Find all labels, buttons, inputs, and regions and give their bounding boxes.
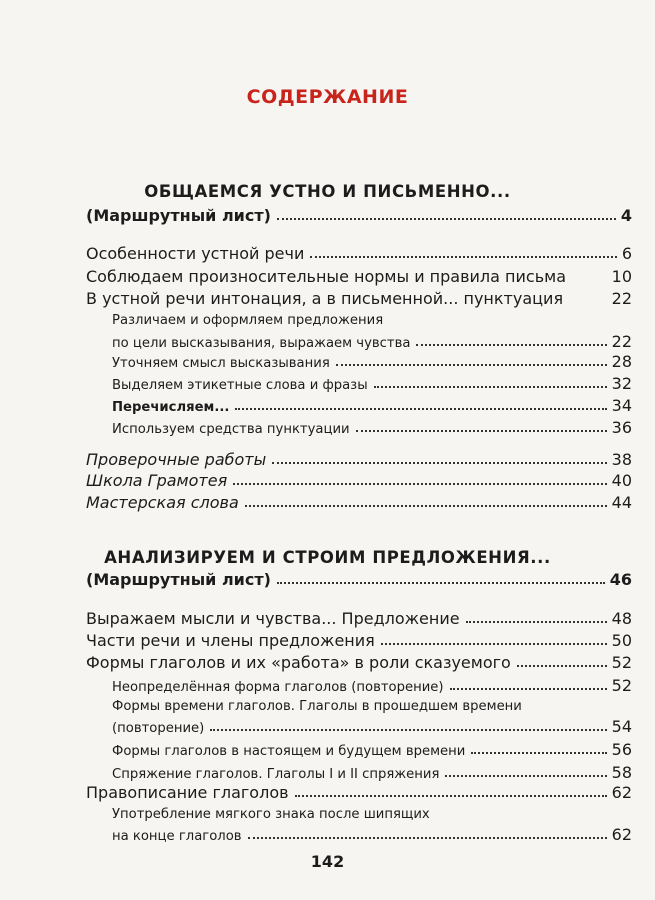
toc-page: 52 (611, 653, 632, 672)
dot-leader (381, 643, 607, 645)
toc-label: Формы глаголов и их «работа» в роли сказуемого (86, 653, 511, 672)
toc-page: 52 (611, 676, 632, 695)
toc-subentry (112, 717, 632, 736)
toc-page: 36 (611, 418, 632, 437)
toc-page: 4 (620, 206, 632, 225)
section-heading: ОБЩАЕМСЯ УСТНО И ПИСЬМЕННО... (144, 182, 511, 201)
toc-subentry (112, 825, 632, 844)
dot-leader (210, 729, 606, 731)
toc-label: Формы глаголов в настоящем и будущем времени (112, 744, 466, 759)
dot-leader (277, 218, 616, 220)
toc-subentry (112, 332, 632, 351)
toc-page: 32 (611, 374, 632, 393)
dot-leader (248, 837, 607, 839)
dot-leader (356, 430, 607, 432)
toc-page: 34 (611, 396, 632, 415)
dot-leader (310, 256, 616, 258)
toc-entry (86, 783, 632, 802)
dot-leader (336, 364, 607, 366)
dot-leader (235, 408, 606, 410)
toc-entry (86, 609, 632, 628)
toc-label: Уточняем смысл высказывания (112, 356, 330, 371)
dot-leader (466, 621, 607, 623)
page-title: СОДЕРЖАНИЕ (246, 86, 409, 108)
toc-subentry-line: Формы времени глаголов. Глаголы в прошедшем времени (112, 699, 522, 714)
toc-label: Мастерская слова (86, 493, 239, 512)
toc-label: Особенности устной речи (86, 244, 305, 263)
page-number: 142 (310, 852, 345, 871)
toc-subentry-line: Употребление мягкого знака после шипящих (112, 807, 430, 822)
toc-label: (Маршрутный лист) (86, 570, 271, 589)
toc-page: 58 (611, 763, 632, 782)
toc-page: 22 (611, 289, 632, 308)
toc-label: Перечисляем... (112, 400, 230, 415)
toc-label: на конце глаголов (112, 829, 242, 844)
toc-subentry (112, 418, 632, 437)
toc-page: 10 (611, 267, 632, 286)
toc-extra-entry (86, 450, 632, 469)
toc-label: Выделяем этикетные слова и фразы (112, 378, 368, 393)
toc-label: по цели высказывания, выражаем чувства (112, 336, 411, 351)
toc-label: Выражаем мысли и чувства... Предложение (86, 609, 460, 628)
toc-subentry (112, 396, 632, 415)
dot-leader (471, 752, 606, 754)
toc-label: (Маршрутный лист) (86, 206, 271, 225)
toc-page: 46 (609, 570, 632, 589)
toc-label: Проверочные работы (86, 450, 267, 469)
toc-entry (86, 244, 632, 263)
toc-page: 54 (611, 717, 632, 736)
toc-subentry (112, 676, 632, 695)
dot-leader (245, 505, 607, 507)
dot-leader (445, 775, 606, 777)
toc-entry (86, 653, 632, 672)
toc-label: Школа Грамотея (86, 471, 228, 490)
toc-label: Правописание глаголов (86, 783, 289, 802)
section-heading: АНАЛИЗИРУЕМ И СТРОИМ ПРЕДЛОЖЕНИЯ... (104, 548, 551, 567)
toc-extra-entry (86, 493, 632, 512)
toc-label: В устной речи интонация, а в письменной... пунктуация (86, 289, 564, 308)
toc-page: 62 (611, 825, 632, 844)
toc-route-entry (86, 206, 632, 225)
toc-page: 28 (611, 352, 632, 371)
toc-page: 40 (611, 471, 632, 490)
dot-leader (277, 582, 605, 584)
toc-subentry (112, 763, 632, 782)
dot-leader (450, 688, 607, 690)
toc-label: Неопределённая форма глаголов (повторение) (112, 680, 444, 695)
toc-page: 22 (611, 332, 632, 351)
toc-page: 44 (611, 493, 632, 512)
toc-subentry (112, 352, 632, 371)
toc-entry (86, 289, 632, 308)
dot-leader (233, 483, 606, 485)
toc-label: Спряжение глаголов. Глаголы I и II спряжения (112, 767, 440, 782)
toc-page: 62 (611, 783, 632, 802)
toc-label: Используем средства пунктуации (112, 422, 350, 437)
dot-leader (374, 386, 607, 388)
toc-page: 6 (621, 244, 632, 263)
dot-leader (295, 795, 607, 797)
toc-page: 50 (611, 631, 632, 650)
toc-entry (86, 631, 632, 650)
toc-subentry (112, 374, 632, 393)
toc-label: Части речи и члены предложения (86, 631, 375, 650)
toc-subentry-line: Различаем и оформляем предложения (112, 313, 384, 328)
dot-leader (272, 462, 606, 464)
toc-page: 56 (611, 740, 632, 759)
toc-page: 48 (611, 609, 632, 628)
toc-extra-entry (86, 471, 632, 490)
toc-route-entry (86, 570, 632, 589)
dot-leader (416, 344, 606, 346)
dot-leader (517, 665, 607, 667)
toc-label: Соблюдаем произносительные нормы и правила письма (86, 267, 566, 286)
toc-label: (повторение) (112, 721, 205, 736)
toc-subentry (112, 740, 632, 759)
toc-entry (86, 267, 632, 286)
toc-page: 38 (611, 450, 632, 469)
